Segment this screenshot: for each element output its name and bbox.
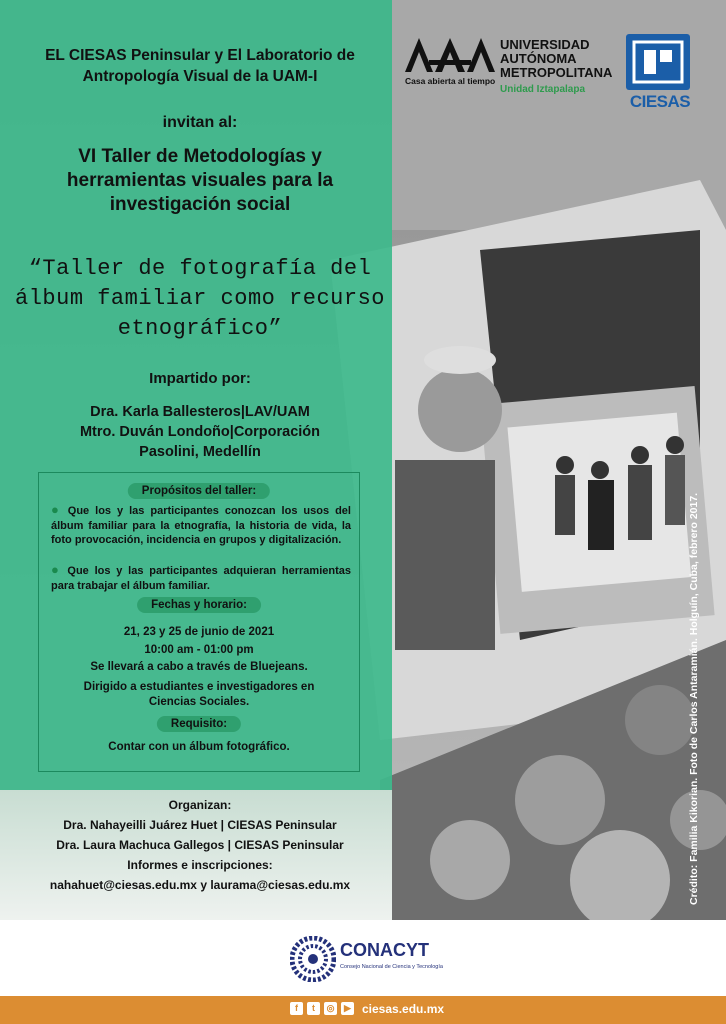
uam-logo xyxy=(405,37,613,108)
details-box xyxy=(38,472,360,772)
photo-credit: Crédito: Familia Kikorian. Foto de Carlos Antaramián. Holguín, Cuba, febrero 2017. xyxy=(688,492,700,905)
speaker-2-org: Pasolini, Medellín xyxy=(139,444,261,460)
twitter-icon[interactable]: t xyxy=(307,1002,320,1015)
contact-emails: nahahuet@ciesas.edu.mx y laurama@ciesas.edu.mx xyxy=(49,878,351,892)
facebook-icon[interactable]: f xyxy=(290,1002,303,1015)
conacyt-logo xyxy=(290,936,450,982)
platform-text: Se llevará a cabo a través de Bluejeans. xyxy=(90,661,308,673)
uam-name-line-2: AUTÓNOMA xyxy=(500,51,577,66)
speakers-list xyxy=(20,402,380,462)
ciesas-logo xyxy=(626,34,694,114)
ciesas-emblem-icon xyxy=(626,34,690,90)
event-title: VI Taller de Metodologías y herramientas visuales para la investigación social xyxy=(66,146,334,215)
ciesas-name: CIESAS xyxy=(629,92,691,111)
uam-name-line-1: UNIVERSIDAD xyxy=(500,37,590,52)
conacyt-name: CONACYT xyxy=(340,940,429,960)
social-icons xyxy=(290,1002,354,1015)
organizer-2: Dra. Laura Machuca Gallegos | CIESAS Peninsular xyxy=(56,838,344,852)
speaker-2: Mtro. Duván Londoño|Corporación xyxy=(79,424,321,440)
speaker-1: Dra. Karla Ballesteros|LAV/UAM xyxy=(90,404,310,420)
dates-text: 21, 23 y 25 de junio de 2021 xyxy=(123,626,275,638)
youtube-icon[interactable]: ▶ xyxy=(341,1002,354,1015)
instagram-icon[interactable]: ◎ xyxy=(324,1002,337,1015)
time-text: 10:00 am - 01:00 pm xyxy=(144,644,254,656)
purpose-item-1 xyxy=(51,503,351,548)
conacyt-subtitle: Consejo Nacional de Ciencia y Tecnología xyxy=(340,964,443,970)
conacyt-emblem-icon xyxy=(290,936,336,982)
purpose-item-2 xyxy=(51,563,351,593)
schedule-label: Fechas y horario: xyxy=(137,597,261,613)
bullet-icon: ● xyxy=(51,502,62,517)
purpose-text-2: Que los y las participantes adquieran herramientas para trabajar el álbum familiar. xyxy=(51,565,351,592)
speakers-label: Impartido por: xyxy=(149,370,251,387)
requirement-text: Contar con un álbum fotográfico. xyxy=(108,741,290,753)
workshop-title: “Taller de fotografía del álbum familiar como recurso etnográfico” xyxy=(15,256,385,341)
footer-bar xyxy=(0,996,726,1024)
website-link[interactable]: ciesas.edu.mx xyxy=(362,1002,445,1016)
uam-emblem-icon xyxy=(405,38,495,72)
purpose-label: Propósitos del taller: xyxy=(128,483,270,499)
uam-name xyxy=(500,38,612,80)
uam-name-line-3: METROPOLITANA xyxy=(500,65,613,80)
uam-unit: Unidad Iztapalapa xyxy=(500,84,586,95)
bullet-icon: ● xyxy=(51,562,62,577)
organizers-label: Organizan: xyxy=(168,798,232,812)
info-label: Informes e inscripciones: xyxy=(127,858,273,872)
organizer-1: Dra. Nahayeilli Juárez Huet | CIESAS Peninsular xyxy=(63,818,337,832)
inviters-text: EL CIESAS Peninsular y El Laboratorio de Antropología Visual de la UAM-I xyxy=(45,47,355,85)
audience-text: Dirigido a estudiantes e investigadores en Ciencias Sociales. xyxy=(83,681,315,708)
requirement-label: Requisito: xyxy=(157,716,241,732)
invite-text: invitan al: xyxy=(162,114,238,131)
uam-motto: Casa abierta al tiempo xyxy=(405,76,496,86)
purpose-text-1: Que los y las participantes conozcan los usos del álbum familiar para la etnografía, la historia de vida, la foto provocación, incidencia en grupos y digitalización. xyxy=(51,505,351,546)
